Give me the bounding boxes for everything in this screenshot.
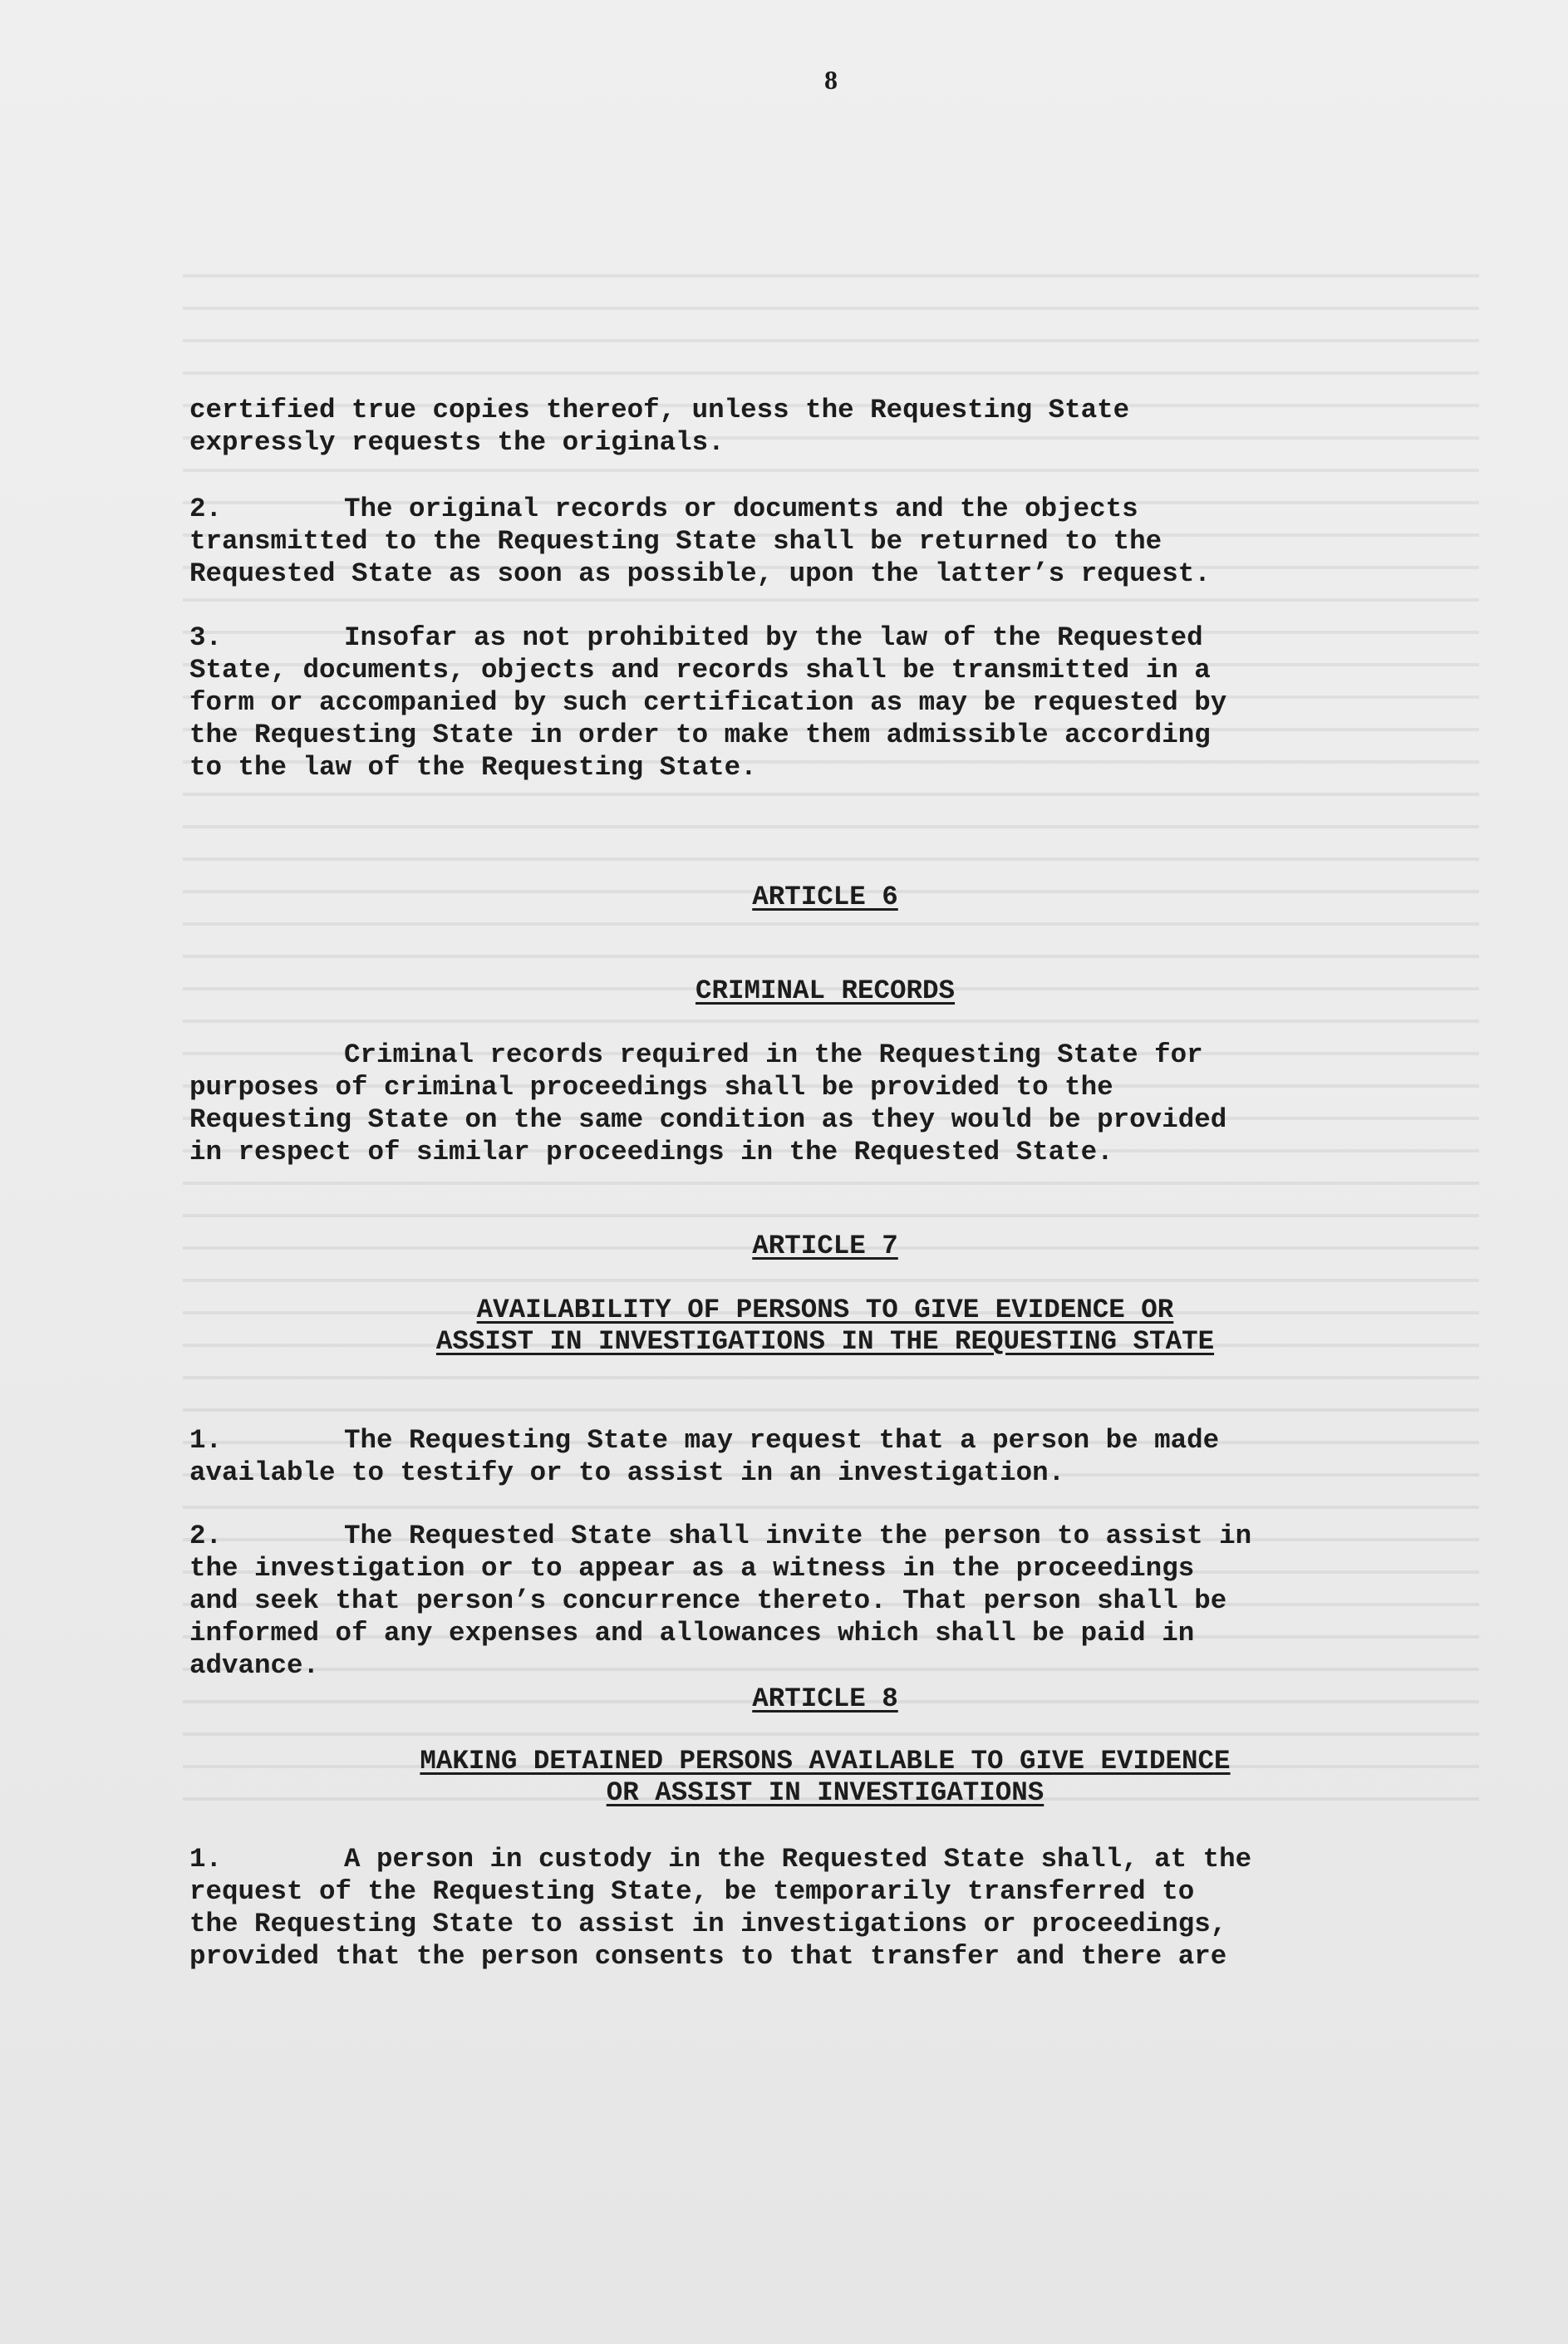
article-8-paragraph-1-text: A person in custody in the Requested State shall, at the request of the Requesting State, be temporarily transferred to the Requesting State to assist in investigations or proceedings, provided that the person consents to that transfer and there are xyxy=(189,1844,1252,1972)
article-8-paragraph-1-number: 1. xyxy=(189,1844,223,1875)
article-7-heading: ARTICLE 7 xyxy=(752,1231,898,1261)
article-8-heading: ARTICLE 8 xyxy=(752,1683,898,1714)
article-6-body-text: Criminal records required in the Requesting State for purposes of criminal proceedings shall be provided to the Requesting State on the same condition as they would be provided in respect of similar proceedings in the Requested State. xyxy=(189,1039,1227,1167)
paragraph-2-number: 2. xyxy=(189,494,223,524)
paragraph-3-text: Insofar as not prohibited by the law of the Requested State, documents, objects and records shall be transmitted in a form or accompanied by such certification as may be requested by the Requesting State in order to make them admissible according to the law of the Requesting State. xyxy=(189,622,1227,783)
article-7-paragraph-1-number: 1. xyxy=(189,1425,223,1456)
article-6-heading: ARTICLE 6 xyxy=(752,882,898,912)
article-8-title-line-1: MAKING DETAINED PERSONS AVAILABLE TO GIVE EVIDENCE xyxy=(420,1746,1231,1776)
article-8-paragraph-1 xyxy=(189,1843,1461,1973)
article-6-title: CRIMINAL RECORDS xyxy=(695,975,956,1006)
article-8-title-line-2: OR ASSIST IN INVESTIGATIONS xyxy=(606,1777,1045,1808)
paragraph-2 xyxy=(189,493,1461,590)
article-7-paragraph-2-number: 2. xyxy=(189,1521,223,1551)
article-7-paragraph-2-text: The Requested State shall invite the person to assist in the investigation or to appear as a witness in the proceedings and seek that person’s concurrence thereto. That person shall be informed of any expenses and allowances which shall be paid in advance. xyxy=(189,1521,1252,1681)
paragraph-3-number: 3. xyxy=(189,622,223,653)
continuation-text: certified true copies thereof, unless the Requesting State expressly requests the originals. xyxy=(189,395,1130,458)
article-7-title-line-1: AVAILABILITY OF PERSONS TO GIVE EVIDENCE OR xyxy=(476,1295,1174,1325)
article-6-body xyxy=(189,1039,1461,1168)
article-7-paragraph-2 xyxy=(189,1520,1486,1682)
page-number: 8 xyxy=(824,65,838,95)
article-7-paragraph-1 xyxy=(189,1424,1461,1489)
paragraph-3 xyxy=(189,622,1461,784)
paragraph-2-text: The original records or documents and the objects transmitted to the Requesting State shall be returned to the Requested State as soon as possible, upon the latter’s request. xyxy=(189,494,1211,589)
article-7-title-line-2: ASSIST IN INVESTIGATIONS IN THE REQUESTING STATE xyxy=(435,1326,1215,1357)
article-7-paragraph-1-text: The Requesting State may request that a person be made available to testify or to assist in an investigation. xyxy=(189,1425,1220,1488)
